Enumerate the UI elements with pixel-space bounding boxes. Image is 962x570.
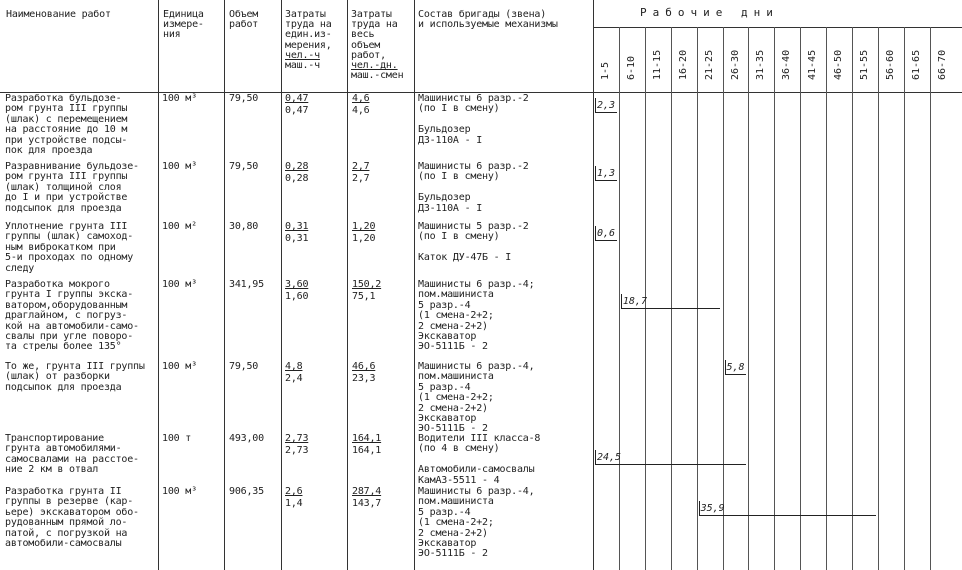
volume-value: 79,50 <box>229 161 259 172</box>
brigade-line: 2 смена-2+2) <box>418 320 488 332</box>
work-name-line: пок для проезда <box>5 145 93 156</box>
labor-per-unit-top: 0,31 <box>285 221 309 232</box>
schedule-bar-duration: 24,5 <box>597 452 622 463</box>
header-labor-total-line: работ, <box>351 49 386 61</box>
volume-value: 493,00 <box>229 433 264 444</box>
brigade-line: Бульдозер <box>418 192 471 204</box>
day-column-divider <box>904 27 905 570</box>
schedule-bar <box>621 308 721 309</box>
work-name-line: грунта автомобилями- <box>5 443 122 455</box>
work-name-line: ьере) экскаватором обо- <box>5 506 139 518</box>
brigade-line: (1 смена-2+2; <box>418 392 494 404</box>
brigade-line: Машинисты 6 разр.-4, <box>418 361 535 372</box>
header-labor-total-line: объем <box>351 39 381 51</box>
labor-total-top: 287,4 <box>352 486 382 497</box>
brigade-line: пом.машиниста <box>418 496 494 508</box>
day-column-divider <box>723 27 724 570</box>
header-volume-line: работ <box>229 19 259 31</box>
brigade-line: Машинисты 6 разр.-4, <box>418 486 535 497</box>
day-column-divider <box>930 27 931 570</box>
brigade-line: КамАЗ-5511 - 4 <box>418 474 500 486</box>
brigade-line: (1 смена-2+2; <box>418 310 494 322</box>
header-brigade-line: Состав бригады (звена) <box>418 9 547 20</box>
header-unit <box>163 10 204 41</box>
unit-value: 100 м² <box>162 221 197 232</box>
header-labor-line: труда на <box>285 19 332 31</box>
header-labor-line: мерения, <box>285 39 332 51</box>
header-labor-total-line: весь <box>351 29 375 41</box>
unit-value: 100 т <box>162 433 192 444</box>
labor-total-bottom: 164,1 <box>352 445 382 456</box>
day-column-divider <box>697 27 698 570</box>
work-name-line: группы (шлак) самоход- <box>5 231 134 243</box>
schedule-bar <box>595 464 746 465</box>
header-brigade <box>418 10 558 30</box>
column-divider <box>158 0 159 570</box>
labor-per-unit-top: 0,47 <box>285 93 309 104</box>
day-column-divider <box>826 27 827 570</box>
day-range-label: 46-50 <box>833 49 845 80</box>
column-divider <box>224 0 225 570</box>
schedule-bar-duration: 35,9 <box>700 503 725 514</box>
schedule-bar-tick <box>595 166 596 180</box>
header-labor <box>285 10 332 71</box>
labor-total-bottom: 75,1 <box>352 291 376 302</box>
work-name-line: грунта I группы экска- <box>5 289 134 301</box>
work-name-line: ватором,оборудованным <box>5 299 128 311</box>
volume-value: 79,50 <box>229 93 259 104</box>
work-name-line: (шлак) от разборки <box>5 371 110 383</box>
work-name-line: свалы при угле поворо- <box>5 331 134 342</box>
labor-per-unit-top: 0,28 <box>285 161 309 172</box>
brigade-line: пом.машиниста <box>418 371 494 383</box>
brigade-line: 2 смена-2+2) <box>418 402 488 414</box>
work-name-line: кой на автомобили-само- <box>5 320 139 332</box>
brigade-line: ЭО-5111Б - 2 <box>418 548 488 560</box>
schedule-bar-tick <box>725 360 726 374</box>
labor-per-unit-bottom: 2,73 <box>285 445 309 456</box>
header-unit-line: Единица <box>163 9 204 20</box>
day-range-label: 66-70 <box>936 49 948 80</box>
work-name-line: при устройстве подсы- <box>5 134 128 146</box>
unit-value: 100 м³ <box>162 361 197 372</box>
labor-total-top: 2,7 <box>352 161 370 172</box>
unit-value: 100 м³ <box>162 279 197 290</box>
work-name-line: до I и при устройстве <box>5 192 128 204</box>
header-volume <box>229 10 258 30</box>
work-name-line: (шлак) толщиной слоя <box>5 181 122 193</box>
labor-total-top: 1,20 <box>352 221 376 232</box>
volume-value: 30,80 <box>229 221 259 232</box>
labor-total-top: 4,6 <box>352 93 370 104</box>
labor-per-unit-bottom: 1,4 <box>285 498 303 509</box>
schedule-bar <box>699 515 876 516</box>
brigade-line: Машинисты 6 разр.-2 <box>418 93 529 104</box>
brigade-line: ДЗ-110А - I <box>418 134 483 146</box>
work-name-line: (шлак) с перемещением <box>5 113 128 125</box>
brigade-line: Машинисты 6 разр.-2 <box>418 161 529 172</box>
labor-per-unit-bottom: 0,47 <box>285 105 309 116</box>
day-range-label: 1-5 <box>600 61 611 80</box>
column-divider <box>414 0 415 570</box>
labor-per-unit-bottom: 2,4 <box>285 373 303 384</box>
column-divider <box>347 0 348 570</box>
volume-value: 906,35 <box>229 486 264 497</box>
header-labor-total-line: маш.-смен <box>351 70 404 82</box>
header-labor-total-line: Затраты <box>351 9 392 20</box>
work-name-line: Транспортирование <box>5 433 104 444</box>
schedule-bar-tick <box>595 226 596 240</box>
header-labor-total-line: чел.-дн. <box>351 60 398 72</box>
labor-total-top: 164,1 <box>352 433 382 444</box>
work-name-line: То же, грунта III группы <box>5 361 145 372</box>
schedule-bar-duration: 5,8 <box>726 362 745 373</box>
brigade-line: 5 разр.-4 <box>418 506 471 518</box>
schedule-bar-duration: 18,7 <box>622 296 647 307</box>
brigade-line: (1 смена-2+2; <box>418 517 494 529</box>
brigade-line: (по I в смену) <box>418 171 500 183</box>
day-column-divider <box>748 27 749 570</box>
work-name-line: Разработка грунта II <box>5 486 122 497</box>
volume-value: 79,50 <box>229 361 259 372</box>
day-range-label: 36-40 <box>781 49 793 80</box>
day-range-label: 26-30 <box>729 49 741 80</box>
schedule-bar-duration: 1,3 <box>597 168 616 179</box>
labor-total-bottom: 143,7 <box>352 498 382 509</box>
brigade-line: Экскаватор <box>418 331 477 342</box>
labor-per-unit-top: 3,60 <box>285 279 309 290</box>
brigade-line: Автомобили-самосвалы <box>418 464 535 476</box>
schedule-bar <box>595 112 617 113</box>
day-range-label: 6-10 <box>625 55 637 80</box>
header-labor-total-line: труда на <box>351 19 398 31</box>
header-labor-line: един.из- <box>285 29 332 41</box>
header-labor-line: чел.-ч <box>285 49 320 61</box>
schedule-bar-duration: 2,3 <box>597 100 616 111</box>
labor-total-bottom: 2,7 <box>352 173 370 184</box>
brigade-line: 2 смена-2+2) <box>418 527 488 539</box>
header-working-days: Рабочие дни <box>640 6 779 19</box>
day-column-divider <box>671 27 672 570</box>
day-range-label: 61-65 <box>910 49 922 80</box>
day-column-divider <box>619 27 620 570</box>
labor-per-unit-top: 2,6 <box>285 486 303 497</box>
unit-value: 100 м³ <box>162 486 197 497</box>
work-name-line: группы в резерве (кар- <box>5 496 134 508</box>
work-name-line: подсыпок для проезда <box>5 381 122 393</box>
work-name-line: 5-и проходах по одному <box>5 252 134 264</box>
brigade-line: Бульдозер <box>418 124 471 136</box>
volume-value: 341,95 <box>229 279 264 290</box>
brigade-line: (по I в смену) <box>418 231 500 243</box>
work-name-line: ром грунта III группы <box>5 103 128 115</box>
brigade-line: ДЗ-110А - I <box>418 202 483 214</box>
brigade-line: 5 разр.-4 <box>418 299 471 311</box>
labor-total-bottom: 4,6 <box>352 105 370 116</box>
unit-value: 100 м³ <box>162 161 197 172</box>
work-name-line: та стрелы более 135° <box>5 341 122 353</box>
brigade-line: Водители III класса-8 <box>418 433 541 444</box>
labor-per-unit-bottom: 0,28 <box>285 173 309 184</box>
brigade-line: Экскаватор <box>418 413 477 424</box>
days-header-divider <box>593 27 962 28</box>
schedule-bar-tick <box>595 450 596 464</box>
work-name-line: подсыпок для проезда <box>5 202 122 214</box>
brigade-line: (по 4 в смену) <box>418 443 500 455</box>
work-name-line: Разработка бульдозе- <box>5 93 122 104</box>
column-divider <box>281 0 282 570</box>
schedule-bar-duration: 0,6 <box>597 228 616 239</box>
day-column-divider <box>852 27 853 570</box>
header-labor-total <box>351 10 403 81</box>
labor-total-bottom: 23,3 <box>352 373 376 384</box>
day-range-label: 51-55 <box>859 49 870 80</box>
brigade-line: Машинисты 6 разр.-4; <box>418 279 535 290</box>
work-name-line: автомобили-самосвалы <box>5 538 122 549</box>
brigade-line: (по I в смену) <box>418 103 500 115</box>
schedule-bar <box>595 240 617 241</box>
brigade-line: ЭО-5111Б - 2 <box>418 423 488 435</box>
schedule-bar <box>595 180 617 181</box>
column-divider <box>593 0 594 570</box>
header-unit-line: ния <box>163 29 181 41</box>
day-range-label: 41-45 <box>807 49 819 80</box>
labor-per-unit-bottom: 0,31 <box>285 233 309 244</box>
schedule-bar-tick <box>621 294 622 308</box>
day-range-label: 31-35 <box>755 49 767 80</box>
labor-per-unit-top: 4,8 <box>285 361 303 372</box>
work-name-line: Разравнивание бульдозе- <box>5 161 139 172</box>
labor-total-top: 46,6 <box>352 361 376 372</box>
schedule-bar-tick <box>595 98 596 112</box>
brigade-line: пом.машиниста <box>418 289 494 301</box>
header-labor-line: маш.-ч <box>285 60 320 72</box>
schedule-bar <box>725 374 747 375</box>
labor-per-unit-bottom: 1,60 <box>285 291 309 302</box>
work-name-line: самосвалами на расстое- <box>5 453 139 465</box>
work-name-line: на расстояние до 10 м <box>5 124 128 136</box>
work-name-line: Разработка мокрого <box>5 279 110 290</box>
day-column-divider <box>800 27 801 570</box>
work-name-line: драглайном, с погруз- <box>5 310 128 322</box>
day-range-label: 16-20 <box>677 49 689 80</box>
header-volume-line: Объем <box>229 9 259 20</box>
labor-total-bottom: 1,20 <box>352 233 376 244</box>
work-name-line: Уплотнение грунта III <box>5 221 128 232</box>
unit-value: 100 м³ <box>162 93 197 104</box>
day-range-label: 11-15 <box>651 49 663 80</box>
day-column-divider <box>878 27 879 570</box>
labor-per-unit-top: 2,73 <box>285 433 309 444</box>
header-unit-line: измере- <box>163 19 204 31</box>
brigade-line: ЭО-5111Б - 2 <box>418 341 488 353</box>
day-range-label: 56-60 <box>884 49 896 80</box>
work-name-line: рудованным прямой ло- <box>5 517 128 529</box>
work-name-line: ным виброкатком при <box>5 241 116 253</box>
header-work-name: Наименование работ <box>6 9 111 20</box>
labor-total-top: 150,2 <box>352 279 382 290</box>
header-labor-line: Затраты <box>285 9 326 20</box>
day-range-label: 21-25 <box>703 49 715 80</box>
header-brigade-line: и используемые механизмы <box>418 19 558 31</box>
brigade-line: 5 разр.-4 <box>418 381 471 393</box>
brigade-line: Экскаватор <box>418 538 477 549</box>
brigade-line: Каток ДУ-47Б - I <box>418 252 512 264</box>
day-column-divider <box>774 27 775 570</box>
work-name-line: патой, с погрузкой на <box>5 527 128 539</box>
work-name-line: ром грунта III группы <box>5 171 128 183</box>
work-name-line: ние 2 км в отвал <box>5 464 99 476</box>
schedule-bar-tick <box>699 501 700 515</box>
work-name-line: следу <box>5 262 35 274</box>
brigade-line: Машинисты 5 разр.-2 <box>418 221 529 232</box>
